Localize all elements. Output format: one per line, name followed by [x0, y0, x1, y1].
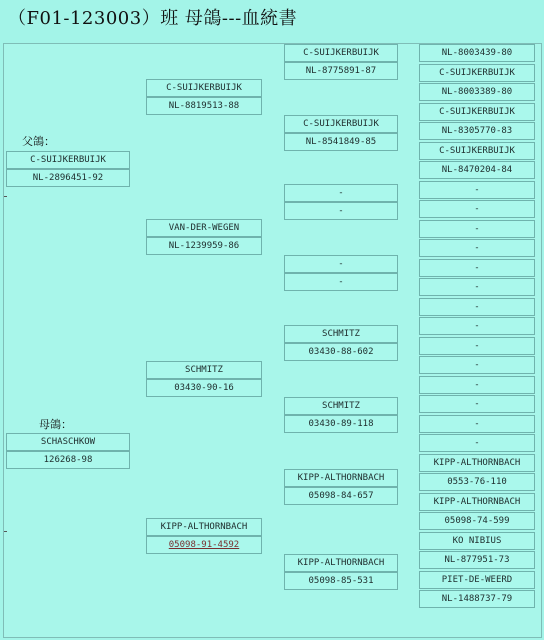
g4-cell: -: [419, 337, 535, 355]
g4-cell: KO NIBIUS: [419, 532, 535, 550]
g3-2-ring: NL-8541849-85: [284, 133, 398, 151]
g3-3-name: -: [284, 184, 398, 202]
dam-ring: 126268-98: [6, 451, 130, 469]
g3-5-name: SCHMITZ: [284, 325, 398, 343]
g4-cell: KIPP-ALTHORNBACH: [419, 454, 535, 472]
g4-cell: C-SUIJKERBUIJK: [419, 142, 535, 160]
edge-tick: [4, 531, 7, 532]
g4-cell: -: [419, 298, 535, 316]
page-title: （F01-123003）班 母鴿---血統書: [8, 8, 298, 29]
g4-cell: C-SUIJKERBUIJK: [419, 103, 535, 121]
g4-cell: NL-8003389-80: [419, 83, 535, 101]
dam-sire-name: SCHMITZ: [146, 361, 262, 379]
g4-cell: -: [419, 181, 535, 199]
g3-5-ring: 03430-88-602: [284, 343, 398, 361]
g3-7-ring: 05098-84-657: [284, 487, 398, 505]
g3-2-name: C-SUIJKERBUIJK: [284, 115, 398, 133]
g4-cell: -: [419, 220, 535, 238]
g4-cell: -: [419, 376, 535, 394]
edge-tick: [4, 196, 7, 197]
g4-cell: -: [419, 356, 535, 374]
g3-6-ring: 03430-89-118: [284, 415, 398, 433]
g4-cell: NL-8305770-83: [419, 122, 535, 140]
g4-cell: NL-8003439-80: [419, 44, 535, 62]
g4-cell: -: [419, 434, 535, 452]
g3-3-ring: -: [284, 202, 398, 220]
g4-cell: -: [419, 239, 535, 257]
g4-cell: NL-877951-73: [419, 551, 535, 569]
g4-cell: -: [419, 278, 535, 296]
sire-dam-ring: NL-1239959-86: [146, 237, 262, 255]
g3-4-ring: -: [284, 273, 398, 291]
g4-cell: C-SUIJKERBUIJK: [419, 64, 535, 82]
g3-8-ring: 05098-85-531: [284, 572, 398, 590]
g3-4-name: -: [284, 255, 398, 273]
g4-cell: -: [419, 259, 535, 277]
g4-cell: 05098-74-599: [419, 512, 535, 530]
pedigree-table: [3, 43, 542, 638]
sire-label: 父鴿：: [22, 135, 55, 148]
g3-8-name: KIPP-ALTHORNBACH: [284, 554, 398, 572]
g4-cell: -: [419, 200, 535, 218]
dam-name: SCHASCHKOW: [6, 433, 130, 451]
g3-1-ring: NL-8775891-87: [284, 62, 398, 80]
dam-dam-ring-link[interactable]: 05098-91-4592: [146, 536, 262, 554]
g4-cell: KIPP-ALTHORNBACH: [419, 493, 535, 511]
sire-name: C-SUIJKERBUIJK: [6, 151, 130, 169]
g4-cell: NL-1488737-79: [419, 590, 535, 608]
g4-cell: -: [419, 415, 535, 433]
sire-ring: NL-2896451-92: [6, 169, 130, 187]
sire-sire-name: C-SUIJKERBUIJK: [146, 79, 262, 97]
dam-dam-name: KIPP-ALTHORNBACH: [146, 518, 262, 536]
sire-sire-ring: NL-8819513-88: [146, 97, 262, 115]
g4-cell: PIET-DE-WEERD: [419, 571, 535, 589]
g4-cell: -: [419, 395, 535, 413]
sire-dam-name: VAN-DER-WEGEN: [146, 219, 262, 237]
g3-1-name: C-SUIJKERBUIJK: [284, 44, 398, 62]
g4-cell: NL-8470204-84: [419, 161, 535, 179]
dam-label: 母鴿：: [39, 418, 72, 431]
g3-6-name: SCHMITZ: [284, 397, 398, 415]
g4-cell: 0553-76-110: [419, 473, 535, 491]
g3-7-name: KIPP-ALTHORNBACH: [284, 469, 398, 487]
g4-cell: -: [419, 317, 535, 335]
dam-sire-ring: 03430-90-16: [146, 379, 262, 397]
